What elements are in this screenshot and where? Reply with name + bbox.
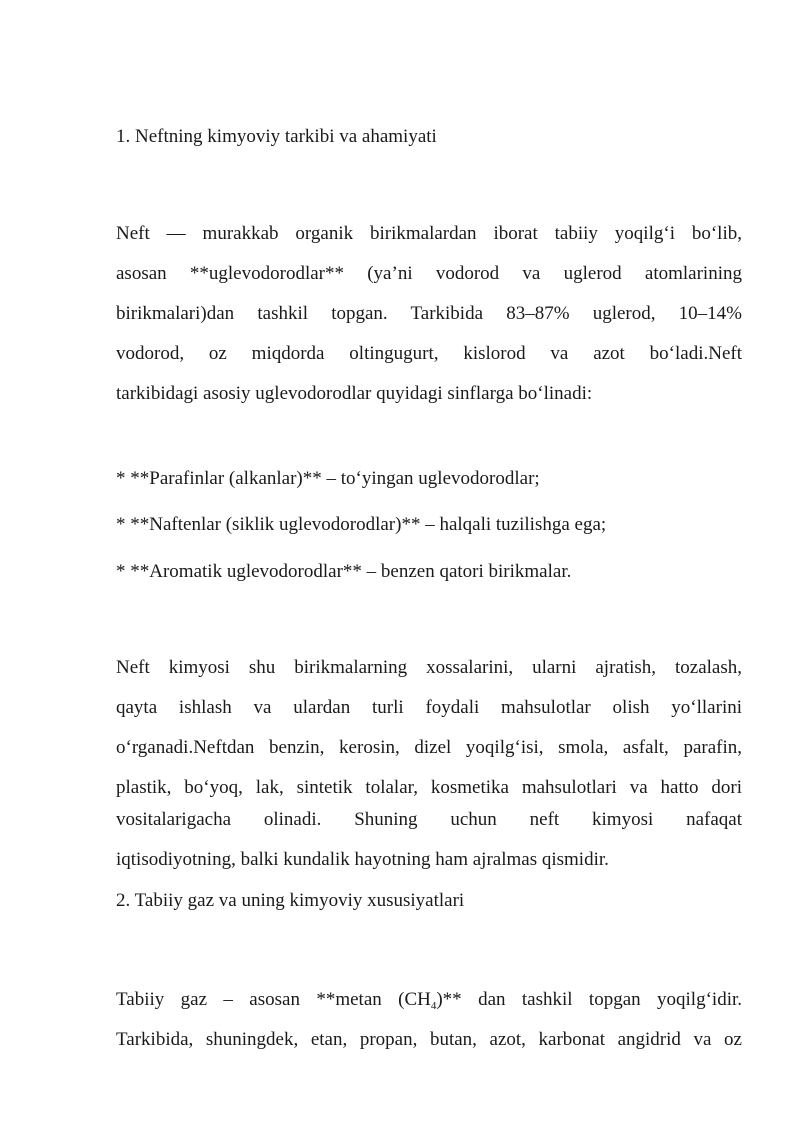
- document-page: [116, 0, 742, 1131]
- paragraph-2-line-1: Neft kimyosi shu birikmalarning xossalarini, ularni ajratish, tozalash,: [116, 657, 742, 678]
- paragraph-1-line-3: birikmalari)dan tashkil topgan. Tarkibida 83–87% uglerod, 10–14%: [116, 303, 742, 324]
- section-heading-1: 1. Neftning kimyoviy tarkibi va ahamiyati: [116, 126, 437, 147]
- paragraph-2-line-6: iqtisodiyotning, balki kundalik hayotning ham ajralmas qismidir.: [116, 849, 609, 870]
- list-item-parafinlar: * **Parafinlar (alkanlar)** – to‘yingan uglevodorodlar;: [116, 468, 540, 489]
- paragraph-1-line-2: asosan **uglevodorodlar** (ya’ni vodorod va uglerod atomlarining: [116, 263, 742, 284]
- paragraph-3-line-1-after: )** dan tashkil topgan yoqilg‘idir.: [436, 989, 743, 1010]
- paragraph-1-line-1: Neft — murakkab organik birikmalardan iborat tabiiy yoqilg‘i bo‘lib,: [116, 223, 742, 244]
- paragraph-1-line-5: tarkibidagi asosiy uglevodorodlar quyidagi sinflarga bo‘linadi:: [116, 383, 593, 404]
- paragraph-3-line-1-before: Tabiiy gaz – asosan **metan (CH: [116, 989, 431, 1010]
- paragraph-2-line-5: vositalarigacha olinadi. Shuning uchun neft kimyosi nafaqat: [116, 809, 742, 830]
- section-heading-2: 2. Tabiiy gaz va uning kimyoviy xususiyatlari: [116, 890, 465, 911]
- paragraph-2-line-4: plastik, bo‘yoq, lak, sintetik tolalar, kosmetika mahsulotlari va hatto dori: [116, 777, 742, 798]
- paragraph-2-line-2: qayta ishlash va ulardan turli foydali mahsulotlar olish yo‘llarini: [116, 697, 742, 718]
- methane-subscript: 4: [430, 1000, 437, 1012]
- paragraph-3-line-2: Tarkibida, shuningdek, etan, propan, butan, azot, karbonat angidrid va oz: [116, 1029, 742, 1050]
- list-item-aromatik: * **Aromatik uglevodorodlar** – benzen qatori birikmalar.: [116, 561, 572, 582]
- paragraph-1-line-4: vodorod, oz miqdorda oltingugurt, kislorod va azot bo‘ladi.Neft: [116, 343, 742, 364]
- paragraph-3-line-1: [116, 988, 742, 1012]
- paragraph-2-line-3: o‘rganadi.Neftdan benzin, kerosin, dizel yoqilg‘isi, smola, asfalt, parafin,: [116, 737, 742, 758]
- list-item-naftenlar: * **Naftenlar (siklik uglevodorodlar)** – halqali tuzilishga ega;: [116, 514, 607, 535]
